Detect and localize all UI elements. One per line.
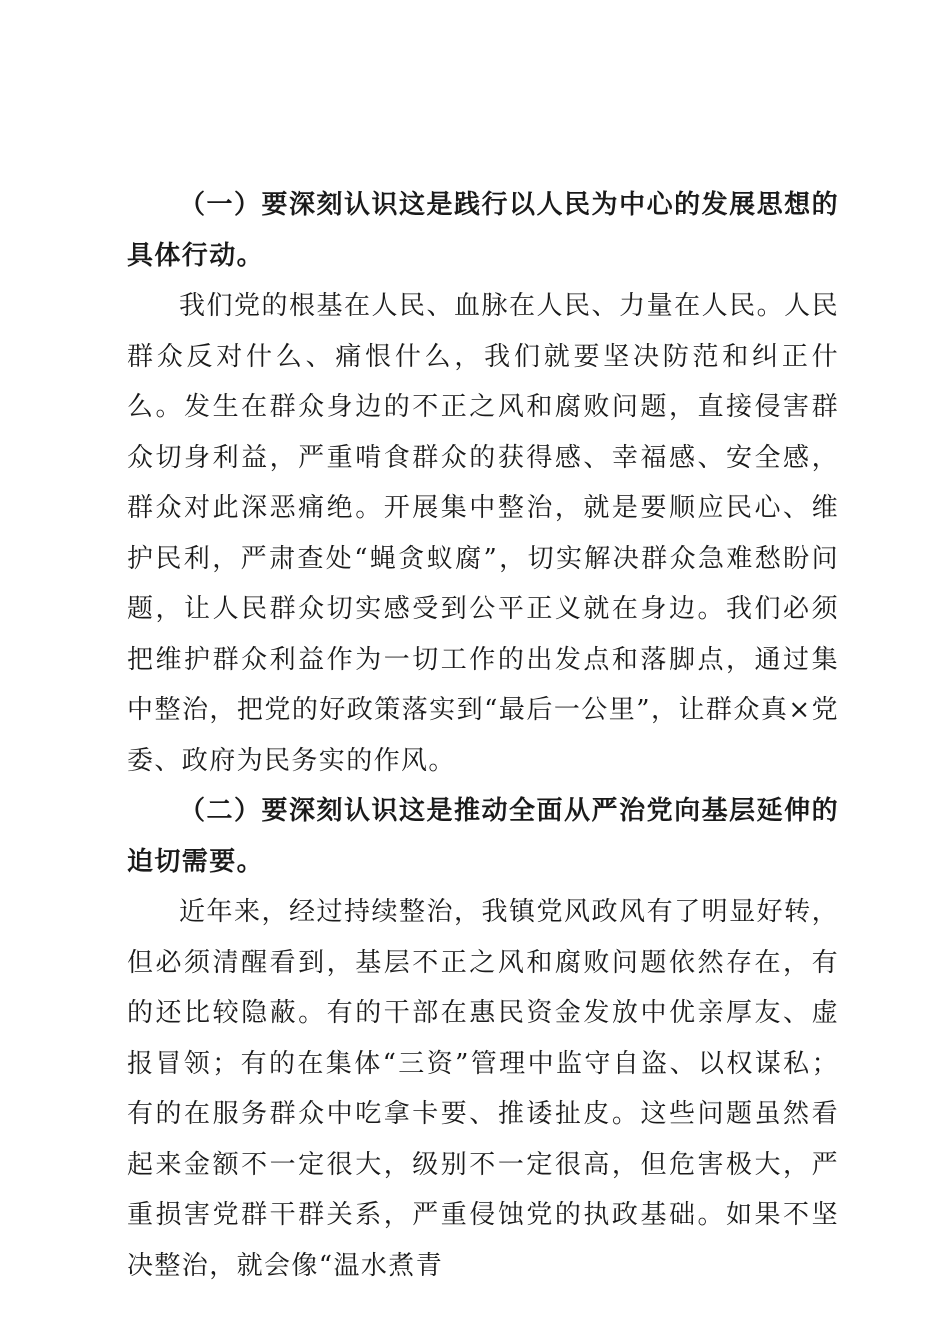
section-1-paragraph: 我们党的根基在人民、血脉在人民、力量在人民。人民群众反对什么、痛恨什么，我们就要坚决防范和纠正什么。发生在群众身边的不正之风和腐败问题，直接侵害群众切身利益，严重啃食群众的获得感、幸福感、安全感，群众对此深恶痛绝。开展集中整治，就是要顺应民心、维护民利，严肃查处“蝇贪蚁腐”，切实解决群众急难愁盼问题，让人民群众切实感受到公平正义就在身边。我们必须把维护群众利益作为一切工作的出发点和落脚点，通过集中整治，把党的好政策落实到“最后一公里”，让群众真×党委、政府为民务实的作风。 xyxy=(127,291,839,776)
section-1-heading: （一）要深刻认识这是践行以人民为中心的发展思想的具体行动。 xyxy=(127,190,839,271)
section-2-heading: （二）要深刻认识这是推动全面从严治党向基层延伸的迫切需要。 xyxy=(127,796,839,877)
document-body xyxy=(127,180,839,1291)
section-2-paragraph: 近年来，经过持续整治，我镇党风政风有了明显好转，但必须清醒看到，基层不正之风和腐败问题依然存在，有的还比较隐蔽。有的干部在惠民资金发放中优亲厚友、虚报冒领；有的在集体“三资”管理中监守自盗、以权谋私；有的在服务群众中吃拿卡要、推诿扯皮。这些问题虽然看起来金额不一定很大，级别不一定很高，但危害极大，严重损害党群干群关系，严重侵蚀党的执政基础。如果不坚决整治，就会像“温水煮青 xyxy=(127,897,839,1281)
